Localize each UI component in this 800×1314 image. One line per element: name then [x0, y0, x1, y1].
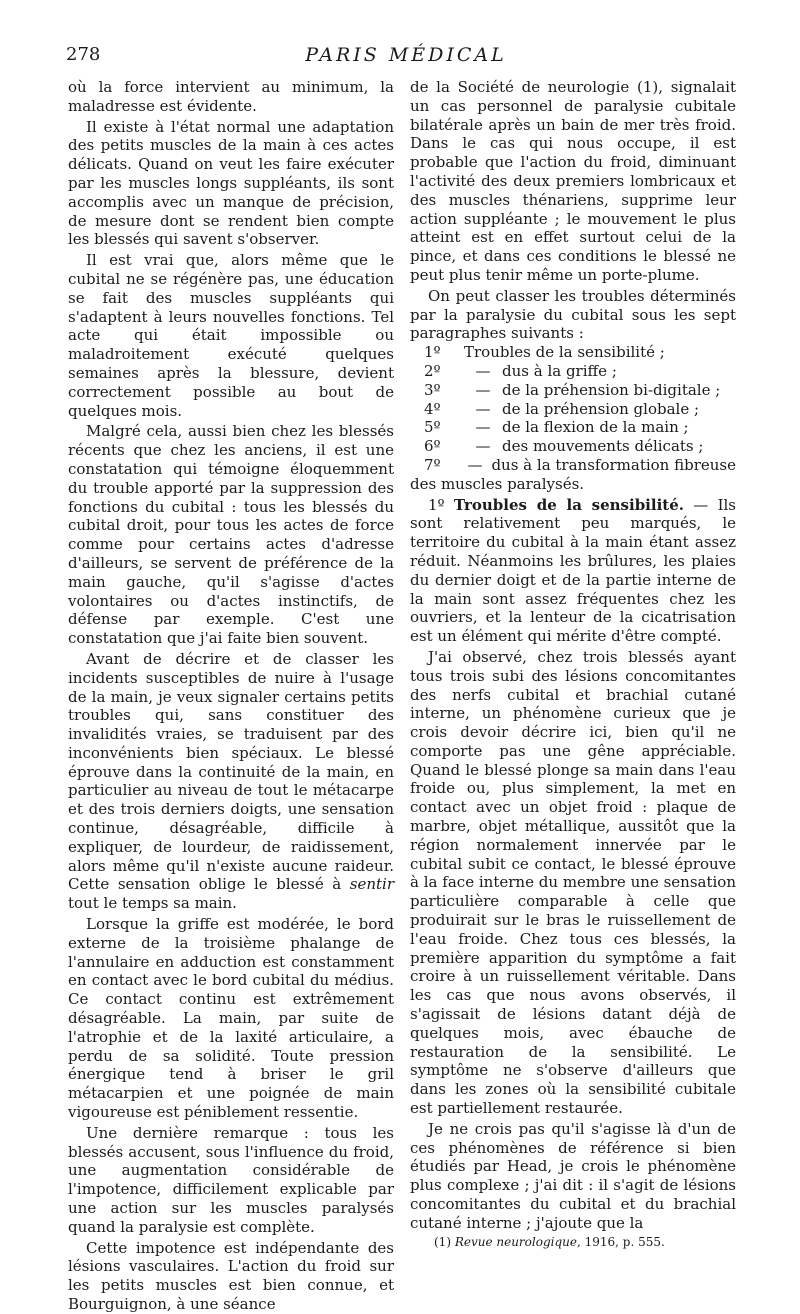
left-column [68, 78, 394, 1314]
paragraph [410, 496, 736, 646]
list-dash: — [475, 437, 491, 456]
paragraph: Lorsque la griffe est modérée, le bord externe de la troisième phalange de l'annulaire en adduction est constamment en contact avec le bord cubital du médius. Ce contact continu est extrêmement désagréable. La main, par suite de l'atrophie et de la laxité articulaire, a perdu de sa solidité. Toute pression énergique tend à briser le gril métacarpien et une poignée de main vigoureuse est péniblement ressentie. [68, 915, 394, 1122]
list-text: de la flexion de la main ; [502, 418, 689, 437]
paragraph: Il existe à l'état normal une adaptation des petits muscles de la main à ces actes délicats. Quand on veut les faire exécuter par les muscles longs suppléants, ils sont accomplis avec un manque de précision, de mesure dont se rendent bien compte les blessés qui savent s'observer. [68, 117, 394, 249]
list-number: 2º [424, 361, 441, 380]
list-text: dus à la transformation fibreuse [491, 455, 736, 474]
list-number: 6º [424, 437, 441, 456]
list-number: 4º [424, 399, 441, 418]
list-item [410, 381, 736, 400]
list-number: 7º [424, 455, 441, 474]
section-number: 1º [428, 495, 454, 514]
list-number: 5º [424, 418, 441, 437]
list-text: des mouvements délicats ; [502, 437, 704, 456]
paragraph: Malgré cela, aussi bien chez les blessés récents que chez les anciens, il est une constatation qui témoigne éloquemment du trouble apporté par la suppression des fonctions du cubital : tous les blessés du cubital droit, pour tous les actes de force comme pour certains actes d'adresse d'ailleurs, se servent de préférence de la main gauche, qu'il s'agisse d'actes volontaires ou d'actes instinctifs, de défense par exemple. C'est une constatation que j'ai faite bien souvent. [68, 422, 394, 648]
list-text: dus à la griffe ; [502, 361, 617, 380]
emphasis: sentir [349, 875, 394, 894]
paragraph-text: tout le temps sa main. [68, 894, 237, 913]
footnote-text: , 1916, p. 555. [577, 1234, 665, 1249]
footnote-source: Revue neurologique [454, 1234, 577, 1249]
paragraph [68, 650, 394, 913]
paragraph: Cette impotence est indépendante des lésions vasculaires. L'action du froid sur les petits muscles est bien connue, et Bourguignon, à une séance [68, 1238, 394, 1313]
list-number: 3º [424, 380, 441, 399]
list-dash: — [475, 399, 491, 418]
paragraph-text: Avant de décrire et de classer les incidents susceptibles de nuire à l'usage de la main, je veux signaler certains petits troubles qui, sans constituer des invalidités vraies, se traduisent par des inconvénients bien spéciaux. Le blessé éprouve dans la continuité de la main, en particulier au niveau de tout le métacarpe et des trois derniers doigts, une sensation continue, désagréable, difficile à expliquer, de lourdeur, de raidissement, alors même qu'il n'existe aucune raideur. Cette sensation oblige le blessé à [68, 649, 394, 894]
list-dash: — [475, 418, 491, 437]
list-item [410, 437, 736, 456]
paragraph-text: — Ils sont relativement peu marqués, le territoire du cubital à la main étant assez réduit. Néanmoins les brûlures, les plaies du dernier doigt et de la partie interne de la main sont assez fréquentes chez les ouvriers, et la lenteur de la cicatrisation est un élément qui mérite d'être compté. [410, 495, 736, 646]
list-item [410, 362, 736, 381]
paragraph: Il est vrai que, alors même que le cubital ne se régénère pas, une éducation se fait des muscles suppléants qui s'adaptent à leurs nouvelles fonctions. Tel acte qui était impossible ou maladroitement exécuté quelques semaines après la blessure, devient correctement possible au bout de quelques mois. [68, 251, 394, 420]
page-header [66, 44, 746, 70]
paragraph: On peut classer les troubles déterminés par la paralysie du cubital sous les sept paragraphes suivants : [410, 286, 736, 343]
list-text: de la préhension globale ; [502, 399, 700, 418]
list-item [410, 456, 736, 475]
list-item [410, 400, 736, 419]
list-number: 1º [424, 343, 441, 362]
list-item [410, 418, 736, 437]
paragraph: de la Société de neurologie (1), signalait un cas personnel de paralysie cubitale bilatérale après un bain de mer très froid. Dans le cas qui nous occupe, il est probable que l'action du froid, diminuant l'activité des deux premiers lombricaux et des muscles thénariens, supprime leur action suppléante ; le mouvement le plus atteint est en effet surtout celui de la pince, et dans ces conditions le blessé ne peut plus tenir même un porte-plume. [410, 78, 736, 284]
paragraph: où la force intervient au minimum, la maladresse est évidente. [68, 78, 394, 115]
running-title: PARIS MÉDICAL [305, 44, 507, 66]
troubles-list [410, 343, 736, 475]
footnote-mark: (1) [434, 1234, 455, 1249]
list-dash: — [475, 380, 491, 399]
list-dash: — [475, 361, 491, 380]
list-text: Troubles de la sensibilité ; [464, 343, 665, 362]
paragraph: Une dernière remarque : tous les blessés accusent, sous l'influence du froid, une augmentation considérable de l'impotence, difficilement explicable par une action sur les muscles paralysés quand la paralysie est complète. [68, 1123, 394, 1236]
page-number: 278 [66, 44, 101, 65]
list-tail: des muscles paralysés. [410, 474, 585, 493]
list-dash: — [467, 455, 483, 474]
section-heading: Troubles de la sensibilité. [453, 495, 684, 514]
paragraph: J'ai observé, chez trois blessés ayant tous trois subi des lésions concomitantes des nerfs cubital et brachial cutané interne, un phénomène curieux que je crois devoir décrire ici, bien qu'il ne comporte pas une gêne appréciable. Quand le blessé plonge sa main dans l'eau froide ou, plus simplement, la met en contact avec un objet froid : plaque de marbre, objet métallique, aussitôt que la région normalement innervée par le cubital subit ce contact, le blessé éprouve à la face interne du membre une sensation particulière comparable à celle que produirait sur le bras le ruissellement de l'eau froide. Chez tous ces blessés, la première apparition du symptôme a fait croire à un ruissellement véritable. Dans les cas que nous avons observés, il s'agissait de lésions datant déjà de quelques mois, avec ébauche de restauration de la sensibilité. Le symptôme ne s'observe d'ailleurs que dans les zones où la sensibilité cubitale est partiellement restaurée. [410, 647, 736, 1118]
list-item [410, 343, 736, 362]
footnote [410, 1235, 736, 1250]
right-column [410, 78, 736, 1250]
paragraph: Je ne crois pas qu'il s'agisse là d'un de ces phénomènes de référence si bien étudiés par Head, je crois le phénomène plus complexe ; j'ai dit : il s'agit de lésions concomitantes du cubital et du brachial cutané interne ; j'ajoute que la [410, 1119, 736, 1232]
list-text: de la préhension bi-digitale ; [502, 380, 721, 399]
